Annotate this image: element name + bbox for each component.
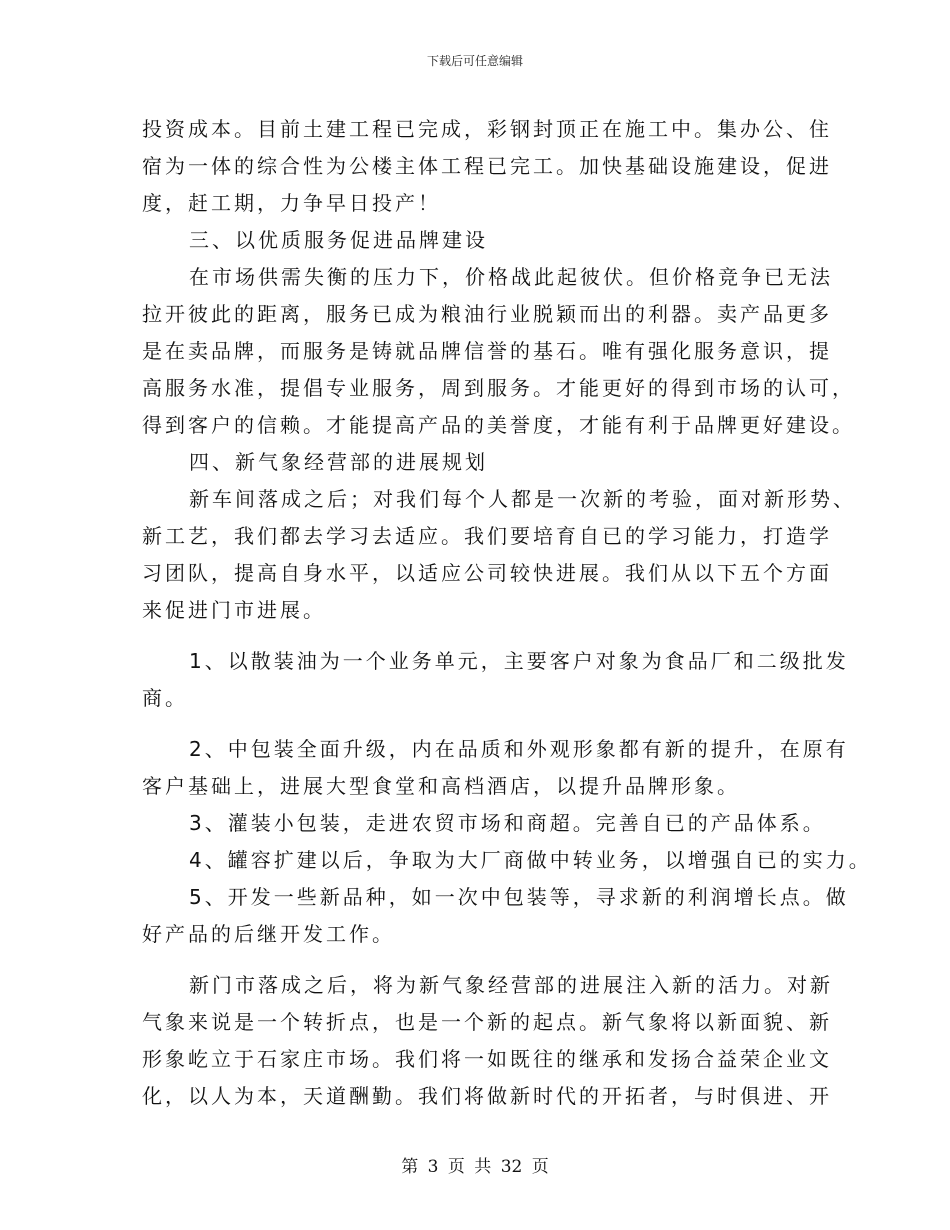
text-line: 度，赶工期，力争早日投产！ — [142, 191, 441, 215]
page-header: 下载后可任意编辑 — [426, 54, 523, 68]
list-item: 2、中包装全面升级，内在品质和外观形象都有新的提升，在原有 — [189, 737, 849, 761]
text-line: 好产品的后继开发工作。 — [142, 922, 395, 946]
text-line: 新车间落成之后；对我们每个人都是一次新的考验，面对新形势、 — [189, 487, 856, 511]
text-line: 投资成本。目前土建工程已完成，彩钢封顶正在施工中。集办公、住 — [142, 117, 832, 141]
section-heading: 四、新气象经营部的进展规划 — [189, 450, 488, 474]
list-item: 5、开发一些新品种，如一次中包装等，寻求新的利润增长点。做 — [189, 885, 849, 909]
text-line: 高服务水准，提倡专业服务，周到服务。才能更好的得到市场的认可， — [142, 376, 855, 400]
text-line: 习团队，提高自身水平，以适应公司较快进展。我们从以下五个方面 — [142, 561, 832, 585]
text-line: 化，以人为本，天道酬勤。我们将做新时代的开拓者，与时俱进、开 — [142, 1084, 832, 1108]
text-line: 宿为一体的综合性为公楼主体工程已完工。加快基础设施建设，促进 — [142, 154, 832, 178]
section-heading: 三、以优质服务促进品牌建设 — [189, 228, 488, 252]
text-line: 气象来说是一个转折点，也是一个新的起点。新气象将以新面貌、新 — [142, 1010, 832, 1034]
text-line: 得到客户的信赖。才能提高产品的美誉度，才能有利于品牌更好建设。 — [142, 413, 855, 437]
list-item: 3、灌装小包装，走进农贸市场和商超。完善自已的产品体系。 — [189, 811, 826, 835]
list-item: 4、罐容扩建以后，争取为大厂商做中转业务，以增强自已的实力。 — [189, 848, 872, 872]
list-item: 1、以散装油为一个业务单元，主要客户对象为食品厂和二级批发 — [189, 649, 849, 673]
text-line: 新工艺，我们都去学习去适应。我们要培育自已的学习能力，打造学 — [142, 524, 832, 548]
text-line: 在市场供需失衡的压力下，价格战此起彼伏。但价格竞争已无法 — [189, 265, 833, 289]
page-number: 第 3 页 共 32 页 — [401, 1157, 549, 1177]
text-line: 形象屹立于石家庄市场。我们将一如既往的继承和发扬合益荣企业文 — [142, 1047, 832, 1071]
text-line: 拉开彼此的距离，服务已成为粮油行业脱颖而出的利器。卖产品更多 — [142, 302, 832, 326]
text-line: 是在卖品牌，而服务是铸就品牌信誉的基石。唯有强化服务意识，提 — [142, 339, 832, 363]
text-line: 来促进门市进展。 — [142, 598, 326, 622]
text-line: 商。 — [142, 686, 188, 710]
document-body — [142, 111, 872, 1115]
text-line: 新门市落成之后，将为新气象经营部的进展注入新的活力。对新 — [189, 973, 833, 997]
text-line: 客户基础上，进展大型食堂和高档酒店，以提升品牌形象。 — [142, 774, 740, 798]
